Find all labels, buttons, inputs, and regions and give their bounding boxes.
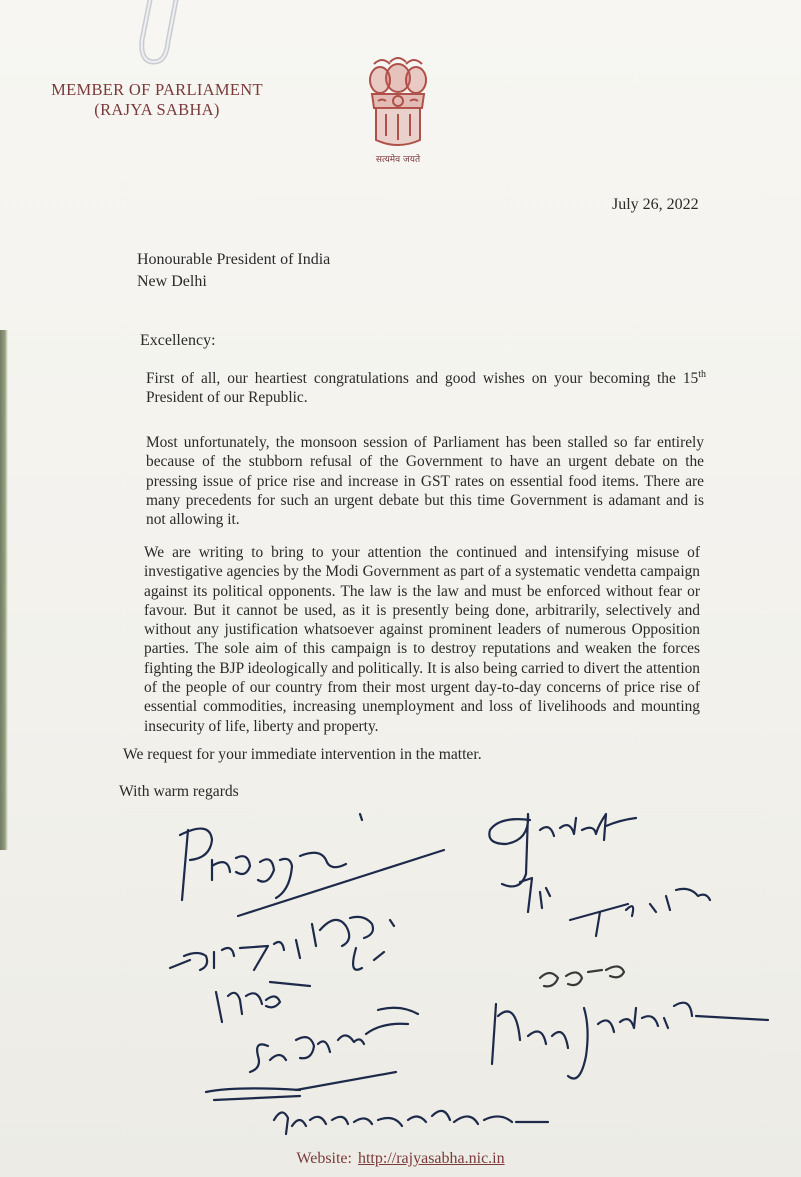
paragraph-1-text: First of all, our heartiest congratulations and good wishes on your becoming the 15 — [146, 370, 699, 388]
paragraph-agency-misuse: We are writing to bring to your attention the continued and intensifying misuse of investigative agencies by the Modi Government as part of a systematic vendetta campaign against its political opponents. The law is the law and must be enforced without fear or favour. But it cannot be used, as it is presently being done, arbitrarily, selectively and without any justification whatsoever against prominent leaders of numerous Opposition parties. The sole aim of this campaign is to destroy reputations and weaken the forces fighting the BJP ideologically and politically. It is also being carried to divert the attention of the people of our country from their most urgent day-to-day concerns of price rise of essential commodities, increasing unemployment and loss of livelihoods and mounting insecurity of life, liberty and property. — [144, 544, 700, 735]
closing-line: With warm regards — [119, 783, 239, 800]
addressee-block — [137, 249, 330, 293]
signature-4 — [570, 889, 710, 936]
website-label: Website: — [296, 1150, 352, 1167]
ordinal-suffix: th — [698, 369, 706, 380]
emblem-motto: सत्यमेव जयते — [375, 155, 421, 165]
request-line: We request for your immediate intervention in the matter. — [123, 746, 482, 763]
website-link[interactable]: http://rajyasabha.nic.in — [357, 1150, 505, 1167]
signature-6 — [540, 966, 624, 986]
signature-9 — [250, 1008, 418, 1090]
page-edge-shadow — [0, 330, 8, 850]
paragraph-congratulations — [146, 365, 706, 408]
signature-2 — [489, 814, 636, 886]
addressee-name: Honourable President of India — [137, 251, 331, 268]
letterhead-title: MEMBER OF PARLIAMENT — [51, 80, 263, 99]
letterhead-subtitle: (RAJYA SABHA) — [94, 100, 220, 119]
paragraph-1-text-end: President of our Republic. — [146, 389, 308, 407]
letterhead — [42, 80, 272, 120]
paper-clip-icon — [120, 0, 190, 75]
signature-1 — [180, 814, 362, 900]
addressee-city: New Delhi — [137, 273, 207, 290]
salutation: Excellency: — [140, 332, 216, 349]
paragraph-monsoon-session: Most unfortunately, the monsoon session of Parliament has been stalled so far entirely because of the stubborn refusal of the Government to have an urgent debate on the pressing issue of price rise and increase in GST rates on essential food items. There are many precedents for such an urgent debate but this time Government is adamant and is not allowing it. — [146, 434, 704, 529]
signature-7 — [216, 982, 310, 1022]
letter-date: July 26, 2022 — [612, 196, 699, 213]
signature-3 — [520, 878, 550, 912]
signature-8 — [492, 1003, 768, 1079]
signature-10 — [274, 1111, 548, 1134]
handwritten-signatures — [150, 800, 790, 1150]
letter-footer — [0, 1150, 801, 1168]
signature-5 — [170, 917, 394, 970]
